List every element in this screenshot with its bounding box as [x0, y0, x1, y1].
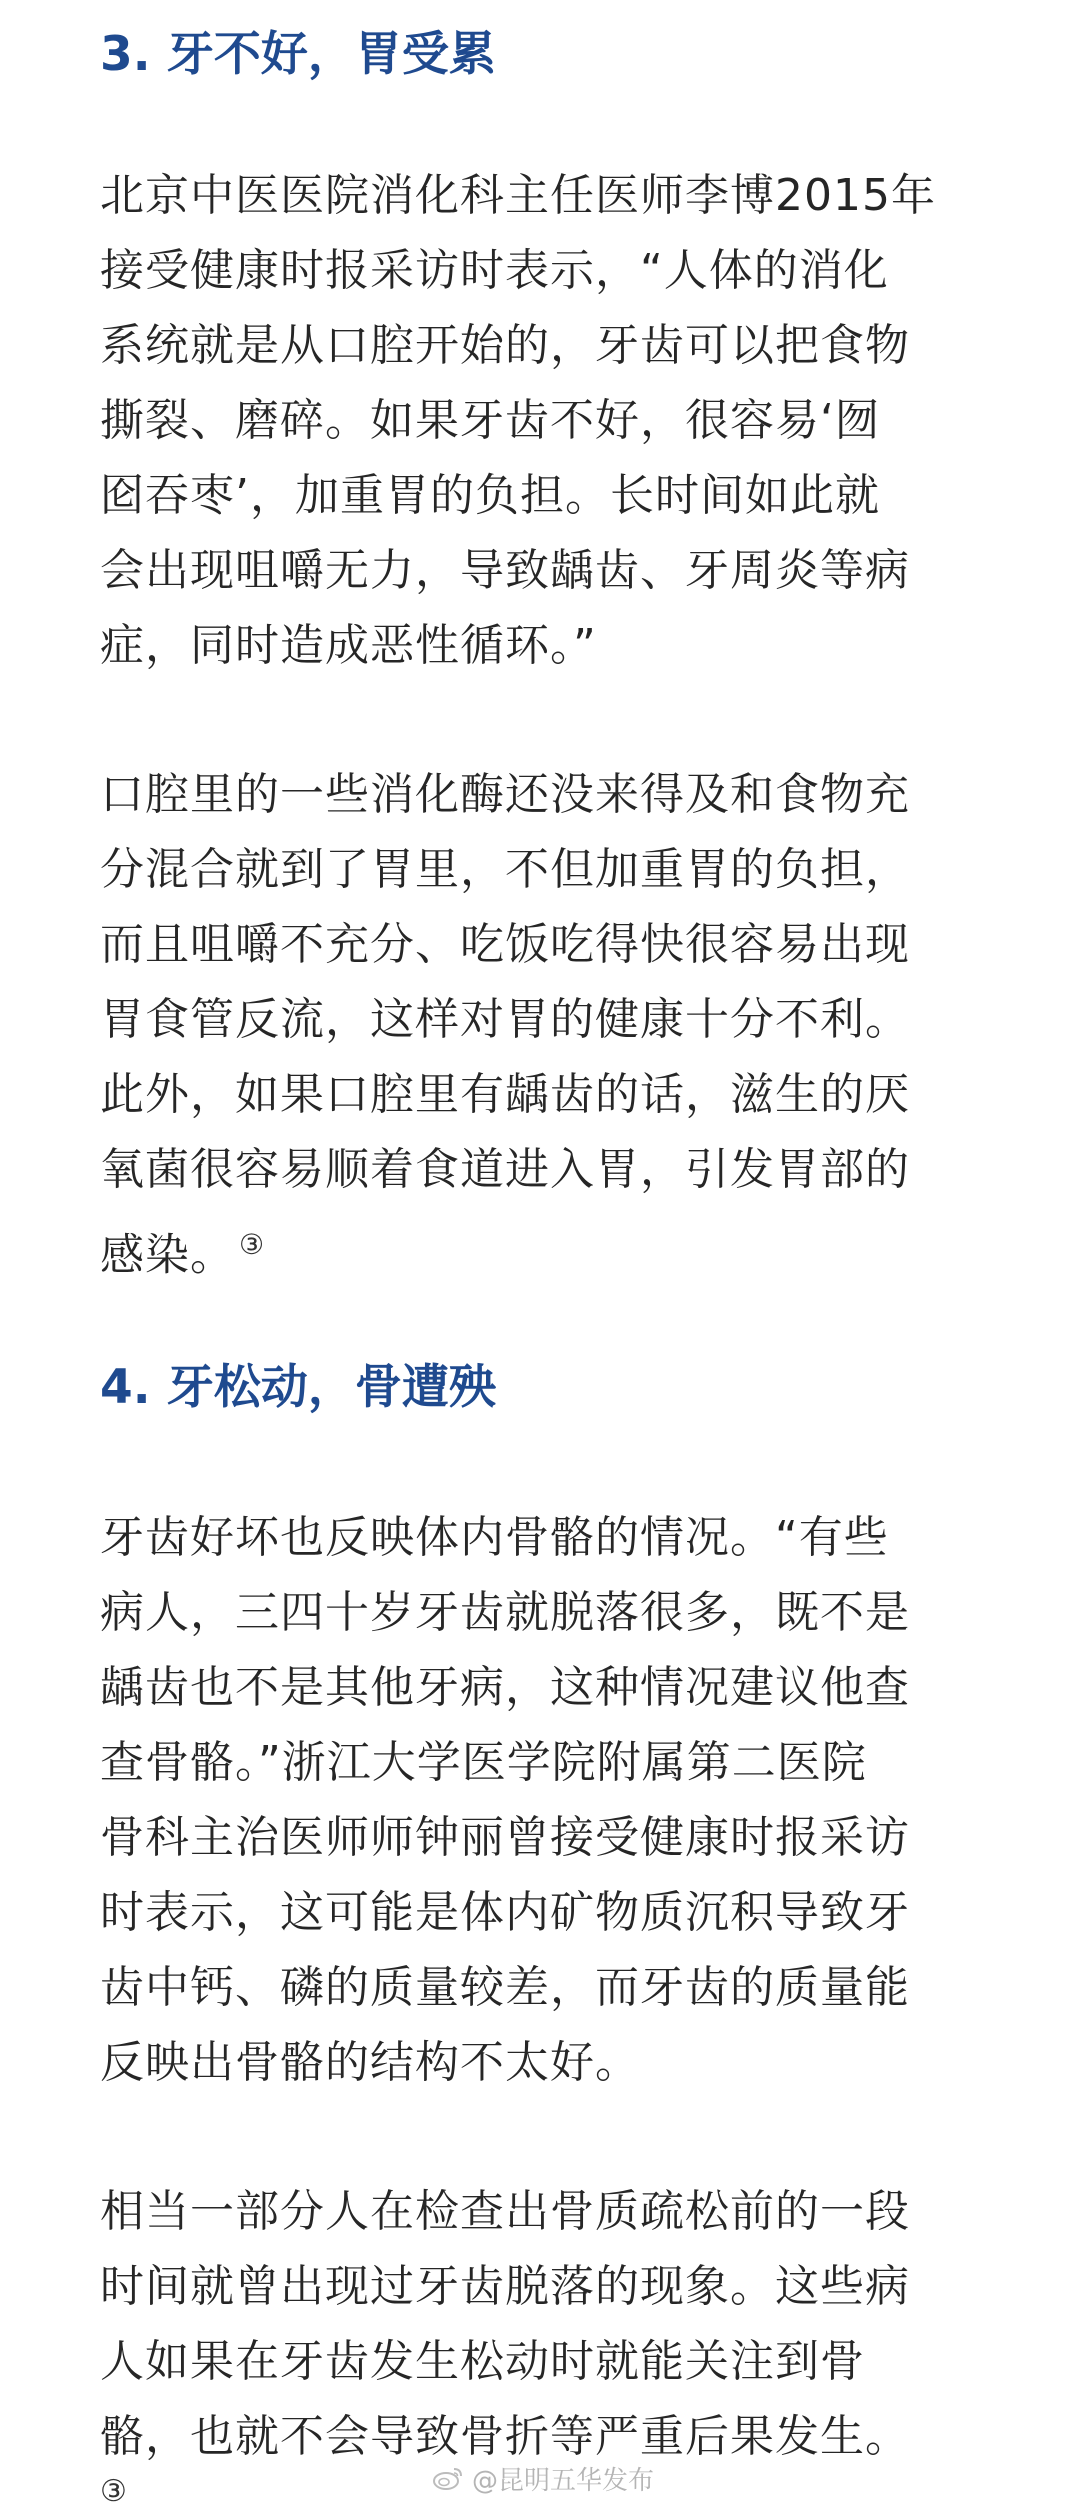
paragraph-1 — [100, 158, 990, 683]
paragraph-line: 骨科主治医师师钟丽曾接受健康时报采访 — [100, 1812, 910, 1863]
paragraph-line: 查骨骼。”浙江大学医学院附属第二医院 — [100, 1737, 867, 1788]
paragraph-line: 牙齿好坏也反映体内骨骼的情况。“有些 — [100, 1512, 889, 1563]
paragraph-line: 齿中钙、磷的质量较差，而牙齿的质量能 — [100, 1962, 910, 2013]
paragraph-line: 接受健康时报采访时表示，“人体的消化 — [100, 245, 889, 296]
paragraph-line: 症，同时造成恶性循环。” — [100, 620, 597, 671]
paragraph-line: 北京中医医院消化科主任医师李博2015年 — [100, 170, 936, 221]
paragraph-3 — [100, 1500, 990, 2100]
line-text: 感染。 — [100, 1229, 235, 1281]
paragraph-line: 时表示，这可能是体内矿物质沉积导致牙 — [100, 1887, 910, 1938]
paragraph-line: 相当一部分人在检查出骨质疏松前的一段 — [100, 2186, 910, 2237]
paragraph-4 — [100, 2174, 990, 2474]
reference-note: ③ — [239, 1228, 266, 1261]
paragraph-line: 龋齿也不是其他牙病，这种情况建议他查 — [100, 1662, 910, 1713]
paragraph-line: 系统就是从口腔开始的，牙齿可以把食物 — [100, 320, 910, 371]
paragraph-line: 时间就曾出现过牙齿脱落的现象。这些病 — [100, 2261, 910, 2312]
paragraph-line: 骼，也就不会导致骨折等严重后果发生。 — [100, 2411, 910, 2462]
paragraph-line: 口腔里的一些消化酶还没来得及和食物充 — [100, 769, 910, 820]
paragraph-line: 此外，如果口腔里有龋齿的话，滋生的厌 — [100, 1069, 910, 1120]
watermark — [432, 2458, 654, 2498]
paragraph-line: 病人，三四十岁牙齿就脱落很多，既不是 — [100, 1587, 910, 1638]
paragraph-line — [100, 1207, 990, 1282]
section-heading-4: 4. 牙松动，骨遭殃 — [100, 1360, 496, 1415]
paragraph-line: 而且咀嚼不充分、吃饭吃得快很容易出现 — [100, 919, 910, 970]
paragraph-line: 反映出骨骼的结构不太好。 — [100, 2037, 640, 2088]
paragraph-line: 囵吞枣’，加重胃的负担。长时间如此就 — [100, 470, 880, 521]
paragraph-line: 会出现咀嚼无力，导致龋齿、牙周炎等病 — [100, 545, 910, 596]
reference-note: ③ — [100, 2474, 127, 2509]
paragraph-line: 氧菌很容易顺着食道进入胃，引发胃部的 — [100, 1144, 910, 1195]
section-heading-3: 3. 牙不好，胃受累 — [100, 27, 496, 82]
paragraph-line: 人如果在牙齿发生松动时就能关注到骨 — [100, 2336, 865, 2387]
weibo-logo-icon — [432, 2465, 464, 2491]
paragraph-2 — [100, 757, 990, 1282]
paragraph-line: 胃食管反流，这样对胃的健康十分不利。 — [100, 994, 910, 1045]
watermark-text: @昆明五华发布 — [472, 2465, 655, 2496]
paragraph-line: 分混合就到了胃里，不但加重胃的负担， — [100, 844, 910, 895]
paragraph-line: 撕裂、磨碎。如果牙齿不好，很容易‘囫 — [100, 395, 880, 446]
